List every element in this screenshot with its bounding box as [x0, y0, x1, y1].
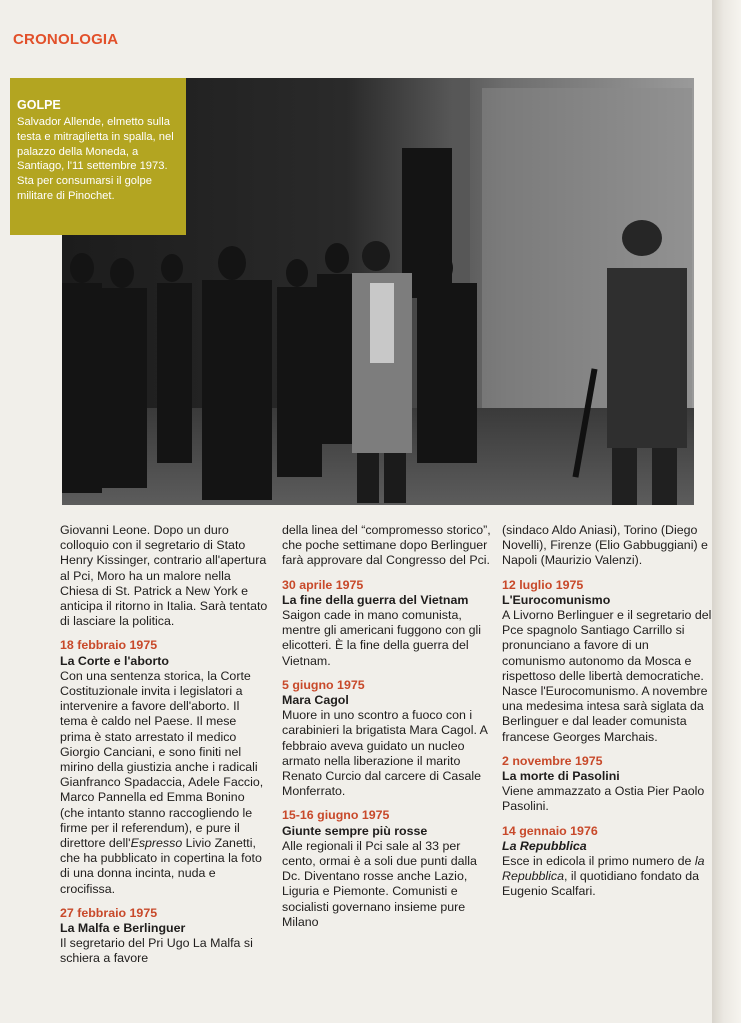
entry-title: L'Eurocomunismo: [502, 592, 611, 607]
caption-title: GOLPE: [17, 98, 61, 112]
entry-date: 14 gennaio 1976: [502, 823, 598, 838]
timeline-entry: [502, 578, 712, 745]
text-column-3: [502, 523, 712, 909]
entry-title: Mara Cagol: [282, 693, 349, 708]
entry-text: Viene ammazzato a Ostia Pier Paolo Pasolini.: [502, 784, 705, 814]
text-column-2: [282, 523, 492, 939]
entry-date: 2 novembre 1975: [502, 753, 603, 768]
timeline-entry: [60, 906, 270, 967]
photo-caption-box: [10, 78, 186, 235]
entry-date: 5 giugno 1975: [282, 677, 365, 692]
continuation-paragraph: Giovanni Leone. Dopo un duro colloquio con il segretario di Stato Henry Kissinger, contrario all'apertura al Pci, Moro ha un malore nella Chiesa di St. Patrick a New York e anticipa il ritorno in Italia. Sarà tentato di lasciare la politica.: [60, 523, 268, 629]
text-column-1: [60, 523, 270, 976]
timeline-entry: [502, 824, 712, 900]
entry-date: 18 febbraio 1975: [60, 638, 158, 653]
entry-text: Muore in uno scontro a fuoco con i carabinieri la brigatista Mara Cagol. A febbraio aveva guidato un nucleo armato nella liberazione il marito Renato Curcio dal carcere di Casale Monferrato.: [282, 708, 488, 799]
entry-title: La morte di Pasolini: [502, 769, 620, 784]
section-label: CRONOLOGIA: [13, 31, 119, 48]
timeline-entry: [282, 578, 492, 669]
continuation-paragraph: (sindaco Aldo Aniasi), Torino (Diego Novelli), Firenze (Elio Gabbuggiani) e Napoli (Maurizio Valenzi).: [502, 523, 708, 568]
entry-date: 30 aprile 1975: [282, 577, 364, 592]
entry-text: A Livorno Berlinguer e il segretario del Pce spagnolo Santiago Carrillo si pronunciano a favore di un comunismo autonomo da Mosca e rispettoso delle libertà democratiche. Nasce l'Eurocomunismo. A novembre una medesima intesa sarà siglata da Berlinguer e dal leader comunista francese Georges Marchais.: [502, 608, 712, 744]
entry-date: 27 febbraio 1975: [60, 905, 158, 920]
entry-title: La Malfa e Berlinguer: [60, 921, 186, 936]
entry-text: Saigon cade in mano comunista, mentre gli americani fuggono con gli elicotteri. È la fine della guerra del Vietnam.: [282, 608, 482, 668]
entry-date: 12 luglio 1975: [502, 577, 584, 592]
entry-title: La fine della guerra del Vietnam: [282, 592, 469, 607]
entry-text: Esce in edicola il primo numero de la Repubblica, il quotidiano fondato da Eugenio Scalfari.: [502, 854, 705, 899]
entry-text: Alle regionali il Pci sale al 33 per cento, ormai è a soli due punti dalla Dc. Diventano rosse anche Lazio, Liguria e Piemonte. Comunisti e socialisti governano insieme pure Milano: [282, 838, 477, 929]
entry-text: Con una sentenza storica, la Corte Costituzionale invita i legislatori a intervenire a favore dell'aborto. Il tema è caldo nel Paese. Il mese prima è stato arrestato il medico Giorgio Canciani, e sono finiti nel mirino della giustizia anche i radicali Gianfranco Spadaccia, Adele Faccio, Marco Pannella ed Emma Bonino (che intanto stanno raccogliendo le firme per il referendum), e pure il direttore dell'Espresso Livio Zanetti, che ha pubblicato in copertina la foto di una donna incinta, nuda e crocifissa.: [60, 668, 264, 896]
entry-text: Il segretario del Pri Ugo La Malfa si schiera a favore: [60, 936, 253, 966]
timeline-entry: [282, 678, 492, 800]
continuation-paragraph: della linea del “compromesso storico”, che poche settimane dopo Berlinguer farà approvare dal Congresso del Pci.: [282, 523, 491, 568]
caption-text: Salvador Allende, elmetto sulla testa e mitraglietta in spalla, nel palazzo della Moneda, a Santiago, l'11 settembre 1973. Sta per consumarsi il golpe militare di Pinochet.: [17, 116, 174, 202]
timeline-entry: [502, 754, 712, 815]
page-edge: [712, 0, 741, 1023]
timeline-entry: [60, 638, 270, 896]
entry-date: 15-16 giugno 1975: [282, 808, 390, 823]
entry-title: Giunte sempre più rosse: [282, 823, 428, 838]
entry-title: La Corte e l'aborto: [60, 653, 169, 668]
timeline-entry: [282, 808, 492, 930]
entry-title: La Repubblica: [502, 838, 587, 853]
